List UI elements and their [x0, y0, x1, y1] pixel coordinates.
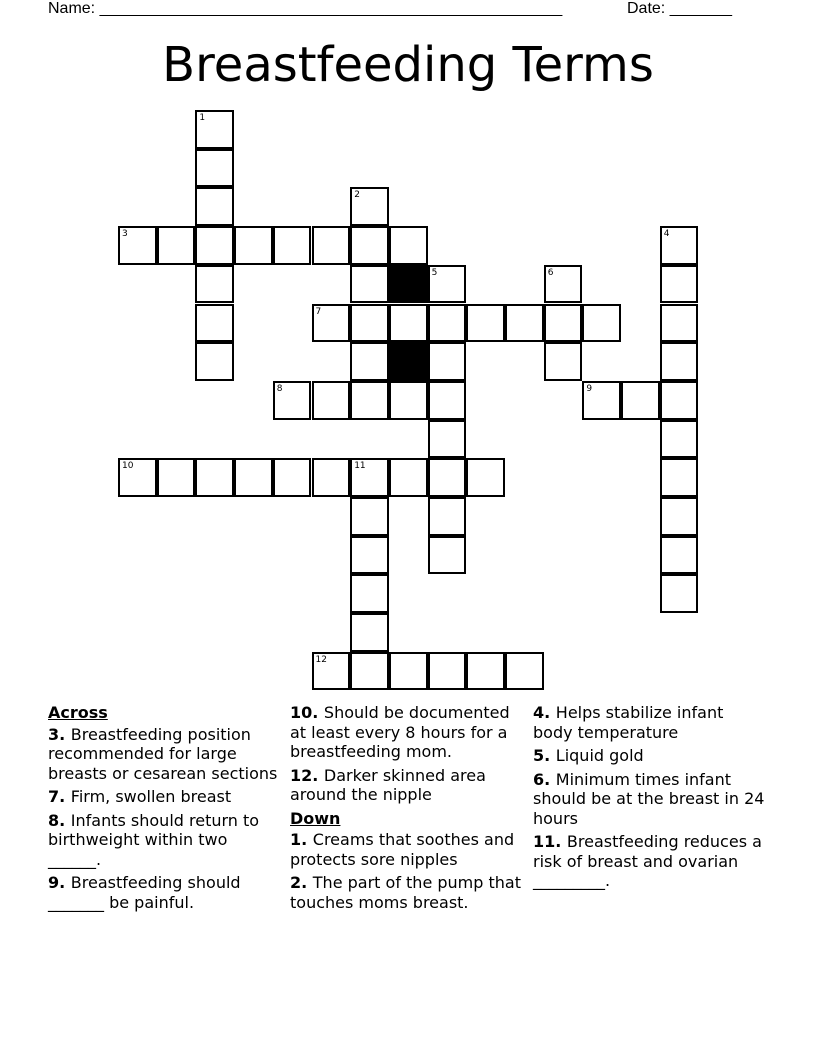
- grid-cell[interactable]: [118, 226, 157, 265]
- grid-cell[interactable]: [544, 304, 583, 343]
- grid-cell[interactable]: [350, 187, 389, 226]
- across-clue: [48, 873, 282, 912]
- down-clue: [290, 830, 524, 869]
- clue-number-10: 10: [122, 461, 134, 472]
- across-heading: Across: [48, 703, 108, 722]
- grid-cell[interactable]: [350, 342, 389, 381]
- down-clue-list: [290, 830, 524, 912]
- clue-text: Should be documented at least every 8 hours for a breastfeeding mom.: [290, 703, 510, 761]
- clue-number: 6.: [533, 769, 556, 789]
- across-clue-list-continued: [290, 703, 524, 805]
- clue-number: 5.: [533, 746, 556, 765]
- grid-cell[interactable]: [389, 652, 428, 691]
- grid-cell[interactable]: [505, 652, 544, 691]
- clue-number-12: 12: [315, 654, 327, 665]
- grid-cell[interactable]: [621, 381, 660, 420]
- date-field-label: Date: _______: [627, 0, 732, 17]
- grid-cell[interactable]: [195, 458, 234, 497]
- grid-cell[interactable]: [350, 536, 389, 575]
- grid-cell[interactable]: [195, 304, 234, 343]
- grid-cell[interactable]: [428, 265, 467, 304]
- grid-cell[interactable]: [195, 110, 234, 149]
- clue-number-11: 11: [354, 461, 366, 472]
- grid-cell[interactable]: [428, 497, 467, 536]
- grid-cell[interactable]: [350, 652, 389, 691]
- grid-cell[interactable]: [389, 304, 428, 343]
- clues-column-1: [48, 703, 282, 916]
- grid-cell[interactable]: [118, 458, 157, 497]
- clue-number: 10.: [290, 703, 324, 722]
- across-clue: [48, 725, 282, 784]
- clue-number-7: 7: [315, 306, 322, 317]
- name-field-label: Name: ____________________________________________________: [48, 0, 563, 17]
- puzzle-title: Breastfeeding Terms: [162, 37, 654, 93]
- clue-number-5: 5: [431, 267, 438, 278]
- clue-number-4: 4: [663, 229, 670, 240]
- clue-text: The part of the pump that touches moms breast.: [290, 873, 521, 912]
- clue-number: 12.: [290, 765, 324, 785]
- grid-cell[interactable]: [582, 381, 621, 420]
- grid-cell[interactable]: [660, 342, 699, 381]
- grid-cell[interactable]: [157, 458, 196, 497]
- grid-cell[interactable]: [273, 226, 312, 265]
- grid-cell[interactable]: [660, 420, 699, 459]
- grid-cell[interactable]: [350, 265, 389, 304]
- grid-cell[interactable]: [195, 342, 234, 381]
- across-clue: [48, 787, 282, 807]
- down-clue: [533, 703, 767, 742]
- grid-cell[interactable]: [544, 265, 583, 304]
- clue-text: Helps stabilize infant body temperature: [533, 703, 724, 742]
- grid-cell[interactable]: [350, 613, 389, 652]
- grid-cell[interactable]: [544, 342, 583, 381]
- grid-cell[interactable]: [428, 342, 467, 381]
- clue-number: 4.: [533, 703, 556, 722]
- clue-number: 2.: [290, 873, 313, 892]
- grid-block-cell: [389, 342, 428, 381]
- clue-number-9: 9: [586, 383, 593, 394]
- grid-cell[interactable]: [660, 265, 699, 304]
- grid-cell[interactable]: [350, 497, 389, 536]
- down-clue: [533, 832, 767, 891]
- grid-cell[interactable]: [660, 574, 699, 613]
- down-heading: Down: [290, 808, 341, 828]
- grid-cell[interactable]: [350, 574, 389, 613]
- grid-cell[interactable]: [466, 304, 505, 343]
- grid-cell[interactable]: [660, 381, 699, 420]
- grid-cell[interactable]: [312, 226, 351, 265]
- grid-cell[interactable]: [466, 652, 505, 691]
- clue-text: Darker skinned area around the nipple: [290, 765, 486, 804]
- clue-number: 11.: [533, 832, 567, 851]
- grid-cell[interactable]: [389, 458, 428, 497]
- clues-column-2: [290, 703, 524, 916]
- grid-cell[interactable]: [428, 652, 467, 691]
- clue-number-1: 1: [199, 113, 206, 123]
- grid-cell[interactable]: [312, 304, 351, 343]
- grid-block-cell: [389, 265, 428, 304]
- grid-cell[interactable]: [234, 226, 273, 265]
- grid-cell[interactable]: [660, 536, 699, 575]
- clue-text: Creams that soothes and protects sore nipples: [290, 830, 515, 869]
- grid-cell[interactable]: [428, 381, 467, 420]
- down-clue: [533, 746, 767, 766]
- across-clue: [290, 703, 524, 762]
- grid-cell[interactable]: [428, 304, 467, 343]
- clue-number-2: 2: [354, 190, 360, 201]
- across-clue-list: [48, 725, 282, 913]
- grid-cell[interactable]: [660, 304, 699, 343]
- clue-text: Breastfeeding should _______ be painful.: [48, 873, 241, 912]
- grid-cell[interactable]: [273, 381, 312, 420]
- clue-text: Infants should return to birthweight within two ______.: [48, 810, 260, 869]
- clue-number-6: 6: [547, 267, 554, 278]
- grid-cell[interactable]: [350, 226, 389, 265]
- grid-cell[interactable]: [350, 381, 389, 420]
- grid-cell[interactable]: [428, 420, 467, 459]
- grid-cell[interactable]: [273, 458, 312, 497]
- grid-cell[interactable]: [428, 458, 467, 497]
- clue-number: 9.: [48, 873, 71, 892]
- grid-cell[interactable]: [195, 149, 234, 188]
- grid-cell[interactable]: [195, 226, 234, 265]
- grid-cell[interactable]: [195, 265, 234, 304]
- grid-cell[interactable]: [312, 652, 351, 691]
- grid-cell[interactable]: [505, 304, 544, 343]
- clue-number: 8.: [48, 810, 71, 830]
- grid-cell[interactable]: [234, 458, 273, 497]
- clues-column-3: [533, 703, 767, 895]
- grid-cell[interactable]: [660, 226, 699, 265]
- grid-cell[interactable]: [312, 458, 351, 497]
- grid-cell[interactable]: [660, 458, 699, 497]
- grid-cell[interactable]: [428, 536, 467, 575]
- down-clue-list-continued: [533, 703, 767, 891]
- grid-cell[interactable]: [157, 226, 196, 265]
- down-clue: [290, 873, 524, 912]
- grid-cell[interactable]: [389, 226, 428, 265]
- clue-text: Minimum times infant should be at the breast in 24 hours: [533, 769, 765, 828]
- grid-cell[interactable]: [660, 497, 699, 536]
- clue-number: 3.: [48, 724, 71, 744]
- grid-cell[interactable]: [312, 381, 351, 420]
- clue-number-3: 3: [122, 229, 128, 240]
- clue-text: Liquid gold: [555, 746, 644, 765]
- clue-text: Firm, swollen breast: [70, 787, 232, 806]
- across-clue: [290, 766, 524, 805]
- clue-text: Breastfeeding position recommended for large breasts or cesarean sections: [48, 724, 278, 783]
- across-clue: [48, 811, 282, 870]
- clue-number: 7.: [48, 787, 71, 806]
- down-clue: [533, 770, 767, 829]
- grid-cell[interactable]: [466, 458, 505, 497]
- grid-cell[interactable]: [350, 458, 389, 497]
- clue-number: 1.: [290, 830, 313, 849]
- grid-cell[interactable]: [582, 304, 621, 343]
- grid-cell[interactable]: [195, 187, 234, 226]
- grid-cell[interactable]: [389, 381, 428, 420]
- grid-cell[interactable]: [350, 304, 389, 343]
- clue-number-8: 8: [276, 383, 283, 394]
- clue-text: Breastfeeding reduces a risk of breast and ovarian _________.: [533, 832, 762, 890]
